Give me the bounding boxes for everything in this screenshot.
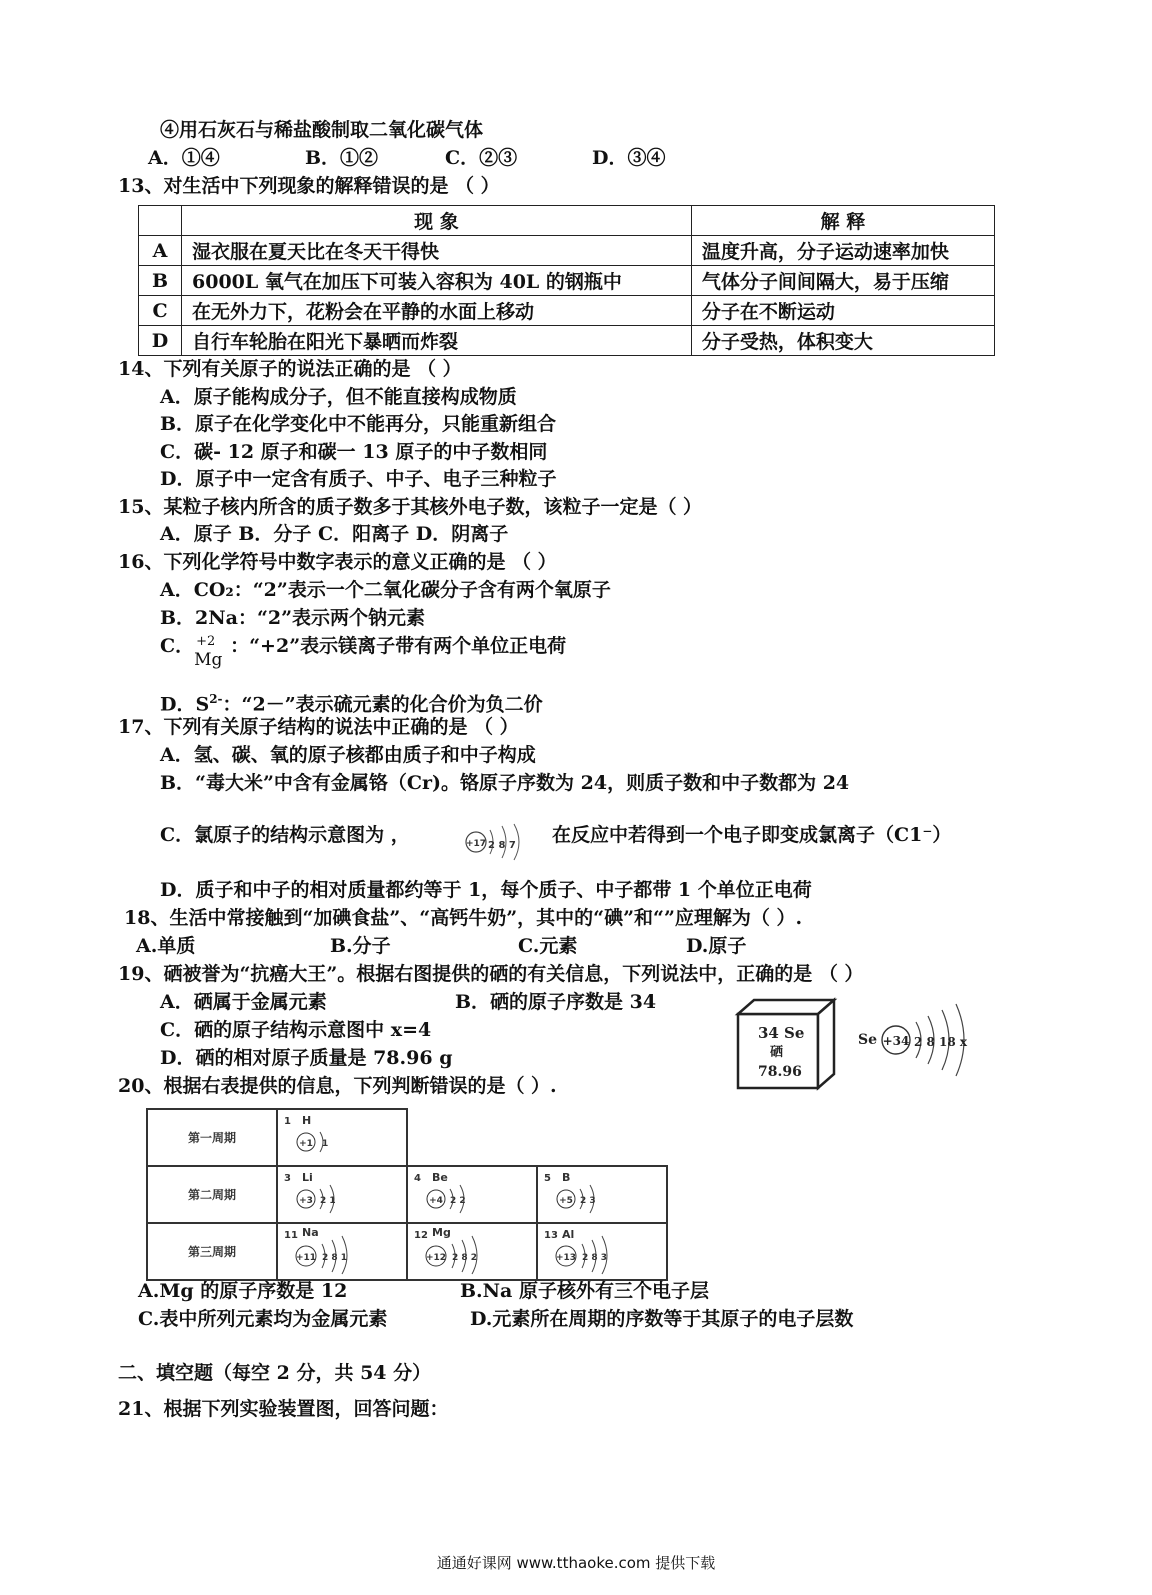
q17-option-c-post: 在反应中若得到一个电子即变成氯离子（C1⁻）: [552, 824, 952, 846]
table-cell: 自行车轮胎在阳光下暴晒而炸裂: [182, 326, 692, 356]
q17-option-b: B．“毒大米”中含有金属铬（Cr)。铬原子序数为 24，则质子数和中子数都为 24: [160, 772, 850, 794]
selenium-figure: [730, 990, 990, 1095]
element-symbol: H: [302, 1114, 312, 1127]
q19-option-b: B．硒的原子序数是 34: [455, 991, 657, 1013]
element-diagram: [538, 1167, 666, 1219]
question-19: 19、硒被誉为“抗癌大王”。根据右图提供的硒的有关信息，下列说法中，正确的是 （ ）: [118, 963, 864, 985]
q16c-prefix: C．: [160, 635, 195, 657]
element-diagram: [278, 1110, 406, 1162]
question-17: 17、下列有关原子结构的说法中正确的是 （ ）: [118, 716, 519, 738]
element-cell: [277, 1223, 407, 1280]
element-diagram: [408, 1167, 536, 1219]
table-row: [139, 326, 995, 356]
element-diagram: [278, 1167, 406, 1219]
q18-option-b: B.分子: [330, 935, 391, 957]
table-cell: C: [139, 296, 182, 326]
table-header-cell: 现 象: [182, 206, 692, 236]
element-symbol: Mg: [432, 1226, 451, 1239]
element-number: 1: [284, 1116, 291, 1127]
element-symbol: B: [562, 1171, 571, 1184]
period-label: 第一周期: [147, 1109, 277, 1166]
table-row: [139, 296, 995, 326]
question-21: 21、根据下列实验装置图，回答问题：: [118, 1398, 449, 1420]
table-row: [147, 1166, 667, 1223]
q16-option-c: [160, 633, 567, 670]
q16-option-d: [160, 686, 543, 717]
q19-option-d: D．硒的相对原子质量是 78.96 g: [160, 1047, 453, 1069]
nucleus-text: +3: [299, 1196, 313, 1206]
table-row: [139, 236, 995, 266]
se-name: 硒: [770, 1045, 784, 1060]
nucleus-text: +4: [429, 1196, 443, 1206]
q20-option-b: B.Na 原子核外有三个电子层: [460, 1280, 709, 1302]
element-number: 4: [414, 1173, 421, 1184]
q19-option-a: A．硒属于金属元素: [160, 991, 327, 1013]
q18-option-a: A.单质: [136, 935, 196, 957]
element-symbol: Be: [432, 1171, 448, 1184]
nucleus-text: +5: [559, 1196, 573, 1206]
question-20: 20、根据右表提供的信息，下列判断错误的是（ ）.: [118, 1075, 557, 1097]
table-cell: 分子受热，体积变大: [691, 326, 994, 356]
q20-option-d: D.元素所在周期的序数等于其原子的电子层数: [470, 1308, 854, 1330]
se-number: 34: [758, 1024, 779, 1042]
element-cell: [407, 1166, 537, 1223]
valence-element: Mg: [194, 650, 223, 670]
se-box-side: [818, 1000, 834, 1088]
q17-option-d: D．质子和中子的相对质量都约等于 1，每个质子、中子都带 1 个单位正电荷: [160, 879, 812, 901]
question-18: 18、生活中常接触到“加碘食盐”、“高钙牛奶”，其中的“碘”和“”应理解为（ ）.: [124, 907, 803, 929]
q16-option-b: B．2Na：“2”表示两个钠元素: [160, 607, 426, 629]
cl-shells-text: 2 8 7: [488, 840, 516, 851]
shells-text: 2 8 2: [452, 1253, 478, 1263]
element-number: 11: [284, 1230, 298, 1241]
element-diagram: [408, 1224, 536, 1276]
table-header-cell: 解 释: [691, 206, 994, 236]
q17-option-a: A．氢、碳、氧的原子核都由质子和中子构成: [160, 744, 536, 766]
question-15: 15、某粒子核内所含的质子数多于其核外电子数，该粒子一定是（ ）: [118, 496, 703, 518]
q18-option-d: D.原子: [686, 935, 747, 957]
q16-option-a: A．CO₂：“2”表示一个二氧化碳分子含有两个氧原子: [160, 579, 611, 601]
q12-option-c: C．②③: [445, 147, 518, 169]
table-cell: 湿衣服在夏天比在冬天干得快: [182, 236, 692, 266]
table-row: [139, 266, 995, 296]
q12-option-b: B．①②: [305, 147, 379, 169]
se-shells-text: 2 8 18 x: [914, 1035, 968, 1049]
cl-nucleus-text: +17: [465, 839, 487, 849]
period-label: 第二周期: [147, 1166, 277, 1223]
table-row: [147, 1109, 667, 1166]
shells-text: 2 2: [450, 1196, 466, 1206]
chlorine-structure-diagram: [462, 818, 534, 862]
q12-option-a: A．①④: [148, 147, 220, 169]
q14-option-d: D．原子中一定含有质子、中子、电子三种粒子: [160, 468, 557, 490]
element-diagram: [278, 1224, 406, 1276]
question-14: 14、下列有关原子的说法正确的是 （ ）: [118, 358, 462, 380]
q18-option-c: C.元素: [518, 935, 578, 957]
table-cell: B: [139, 266, 182, 296]
table-row: [147, 1223, 667, 1280]
nucleus-text: +1: [299, 1139, 313, 1149]
nucleus-text: +12: [425, 1253, 447, 1263]
se-symbol: Se: [784, 1024, 805, 1042]
shells-text: 2 3: [580, 1196, 596, 1206]
table-cell: A: [139, 236, 182, 266]
element-cell: [407, 1223, 537, 1280]
question-16: 16、下列化学符号中数字表示的意义正确的是 （ ）: [118, 551, 557, 573]
element-number: 3: [284, 1173, 291, 1184]
element-number: 13: [544, 1230, 558, 1241]
q14-option-b: B．原子在化学变化中不能再分，只能重新组合: [160, 413, 557, 435]
element-symbol: Na: [302, 1226, 319, 1239]
section-heading: 二、填空题（每空 2 分，共 54 分）: [118, 1362, 432, 1384]
q12-item-4: ④用石灰石与稀盐酸制取二氧化碳气体: [160, 119, 484, 141]
element-cell: [537, 1223, 667, 1280]
empty-cell: [407, 1109, 537, 1166]
shells-text: 2 8 3: [582, 1253, 608, 1263]
q19-option-c: C．硒的原子结构示意图中 x=4: [160, 1019, 432, 1041]
empty-cell: [537, 1109, 667, 1166]
element-number: 12: [414, 1230, 428, 1241]
q20-option-c: C.表中所列元素均为金属元素: [138, 1308, 388, 1330]
q16d-prefix: D．S: [160, 693, 210, 716]
q14-option-c: C．碳- 12 原子和碳一 13 原子的中子数相同: [160, 441, 548, 463]
shells-text: 2 1: [320, 1196, 336, 1206]
table-cell: 温度升高，分子运动速率加快: [691, 236, 994, 266]
page-footer: 通通好课网 www.tthaoke.com 提供下载: [436, 1554, 716, 1572]
se-diagram-symbol: Se: [858, 1032, 878, 1048]
element-symbol: Al: [562, 1228, 575, 1241]
q20-option-a: A.Mg 的原子序数是 12: [138, 1280, 348, 1302]
table-cell: 分子在不断运动: [691, 296, 994, 326]
period-label: 第三周期: [147, 1223, 277, 1280]
element-number: 5: [544, 1173, 551, 1184]
element-cell: [277, 1109, 407, 1166]
se-nucleus-text: +34: [882, 1034, 910, 1048]
table-header-cell: [139, 206, 182, 236]
table-cell: 气体分子间间隔大，易于压缩: [691, 266, 994, 296]
q15-options: A．原子 B．分子 C．阳离子 D．阴离子: [160, 523, 509, 545]
se-mass: 78.96: [758, 1064, 802, 1080]
question-13: 13、对生活中下列现象的解释错误的是 （ ）: [118, 175, 500, 197]
periodic-table-figure: [146, 1108, 668, 1281]
table-cell: D: [139, 326, 182, 356]
element-diagram: [538, 1224, 666, 1276]
valence-symbol: [194, 633, 230, 670]
q16c-text: ：“+2”表示镁离子带有两个单位正电荷: [230, 635, 567, 657]
element-cell: [277, 1166, 407, 1223]
q16d-text: ：“2－”表示硫元素的化合价为负二价: [222, 693, 543, 716]
table-header-row: [139, 206, 995, 236]
phenomenon-table: [138, 205, 995, 356]
element-cell: [537, 1166, 667, 1223]
q14-option-a: A．原子能构成分子，但不能直接构成物质: [160, 386, 517, 408]
shells-text: 1: [322, 1139, 329, 1149]
q16d-charge: 2-: [209, 692, 223, 706]
shells-text: 2 8 1: [322, 1253, 348, 1263]
nucleus-text: +11: [295, 1253, 317, 1263]
nucleus-text: +13: [555, 1253, 577, 1263]
table-cell: 6000L 氧气在加压下可装入容积为 40L 的钢瓶中: [182, 266, 692, 296]
table-cell: 在无外力下，花粉会在平静的水面上移动: [182, 296, 692, 326]
q17-option-c-pre: C．氯原子的结构示意图为 ，: [160, 824, 410, 846]
element-symbol: Li: [302, 1171, 313, 1184]
valence-sup: +2: [196, 634, 216, 649]
q12-option-d: D．③④: [592, 147, 666, 169]
